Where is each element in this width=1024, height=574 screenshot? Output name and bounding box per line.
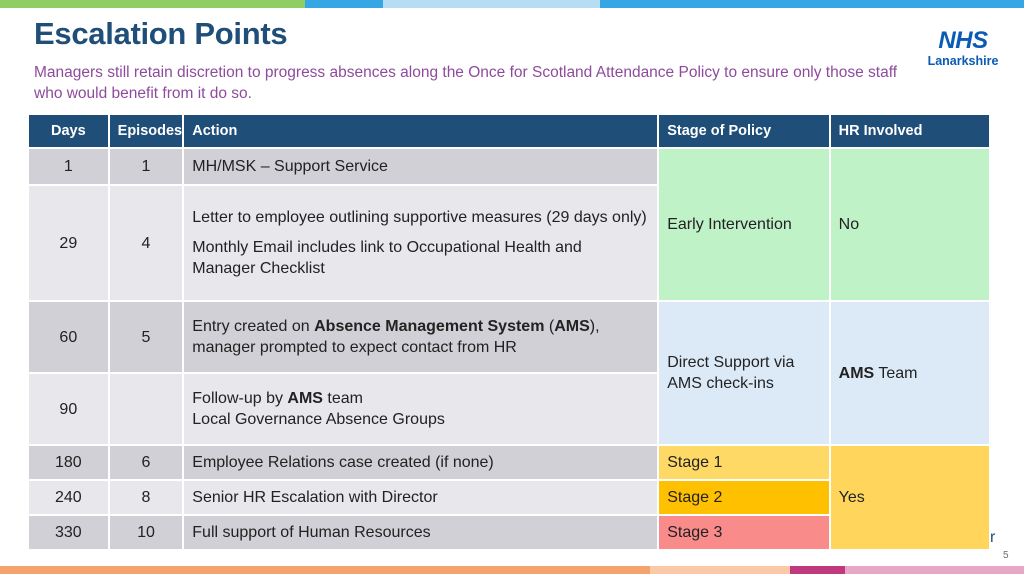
bottom-color-strips bbox=[0, 566, 1024, 574]
table-row bbox=[29, 302, 989, 372]
footer-text-fragment: r bbox=[990, 529, 996, 546]
table-header-row bbox=[29, 115, 989, 147]
cell-action: MH/MSK – Support Service bbox=[184, 149, 657, 184]
cell-action: Employee Relations case created (if none) bbox=[184, 446, 657, 479]
cell-days: 240 bbox=[29, 481, 108, 514]
cell-action: Full support of Human Resources bbox=[184, 516, 657, 549]
cell-days: 60 bbox=[29, 302, 108, 372]
header-stage: Stage of Policy bbox=[659, 115, 828, 147]
cell-days: 1 bbox=[29, 149, 108, 184]
cell-stage-2: Stage 2 bbox=[659, 481, 828, 514]
header-action: Action bbox=[184, 115, 657, 147]
cell-stage-early-intervention: Early Intervention bbox=[659, 149, 828, 300]
header-episodes: Episodes bbox=[110, 115, 183, 147]
cell-episodes: 5 bbox=[110, 302, 183, 372]
nhs-wordmark: NHS bbox=[938, 27, 988, 54]
cell-stage-1: Stage 1 bbox=[659, 446, 828, 479]
cell-days: 90 bbox=[29, 374, 108, 444]
cell-episodes: 4 bbox=[110, 186, 183, 300]
cell-stage-3: Stage 3 bbox=[659, 516, 828, 549]
action-line: Letter to employee outlining supportive measures (29 days only) bbox=[192, 209, 647, 226]
page-title: Escalation Points bbox=[34, 16, 288, 51]
cell-episodes: 8 bbox=[110, 481, 183, 514]
cell-days: 180 bbox=[29, 446, 108, 479]
logo-region: Lanarkshire bbox=[927, 54, 999, 68]
cell-episodes: 1 bbox=[110, 149, 183, 184]
cell-action: Entry created on Absence Management System (AMS), manager prompted to expect contact from HR bbox=[184, 302, 657, 372]
table-row bbox=[29, 149, 989, 184]
action-line: Monthly Email includes link to Occupational Health and Manager Checklist bbox=[192, 239, 582, 277]
cell-stage-direct-support: Direct Support via AMS check-ins bbox=[659, 302, 828, 444]
header-hr: HR Involved bbox=[831, 115, 989, 147]
table-row bbox=[29, 446, 989, 479]
cell-episodes bbox=[110, 374, 183, 444]
cell-episodes: 6 bbox=[110, 446, 183, 479]
cell-action: Senior HR Escalation with Director bbox=[184, 481, 657, 514]
cell-hr-no: No bbox=[831, 149, 989, 300]
header-days: Days bbox=[29, 115, 108, 147]
cell-action bbox=[184, 186, 657, 300]
page-subtitle: Managers still retain discretion to progress absences along the Once for Scotland Attendance Policy to ensure only those staff who would benefit from it do so. bbox=[34, 64, 898, 102]
cell-episodes: 10 bbox=[110, 516, 183, 549]
cell-hr-ams-team: AMS Team bbox=[831, 302, 989, 444]
escalation-table bbox=[27, 113, 991, 551]
nhs-lanarkshire-logo bbox=[922, 28, 1004, 68]
cell-hr-yes: Yes bbox=[831, 446, 989, 549]
top-color-strips bbox=[0, 0, 1024, 8]
cell-days: 29 bbox=[29, 186, 108, 300]
cell-days: 330 bbox=[29, 516, 108, 549]
cell-action: Follow-up by AMS team Local Governance Absence Groups bbox=[184, 374, 657, 444]
page-number: 5 bbox=[1003, 550, 1009, 561]
